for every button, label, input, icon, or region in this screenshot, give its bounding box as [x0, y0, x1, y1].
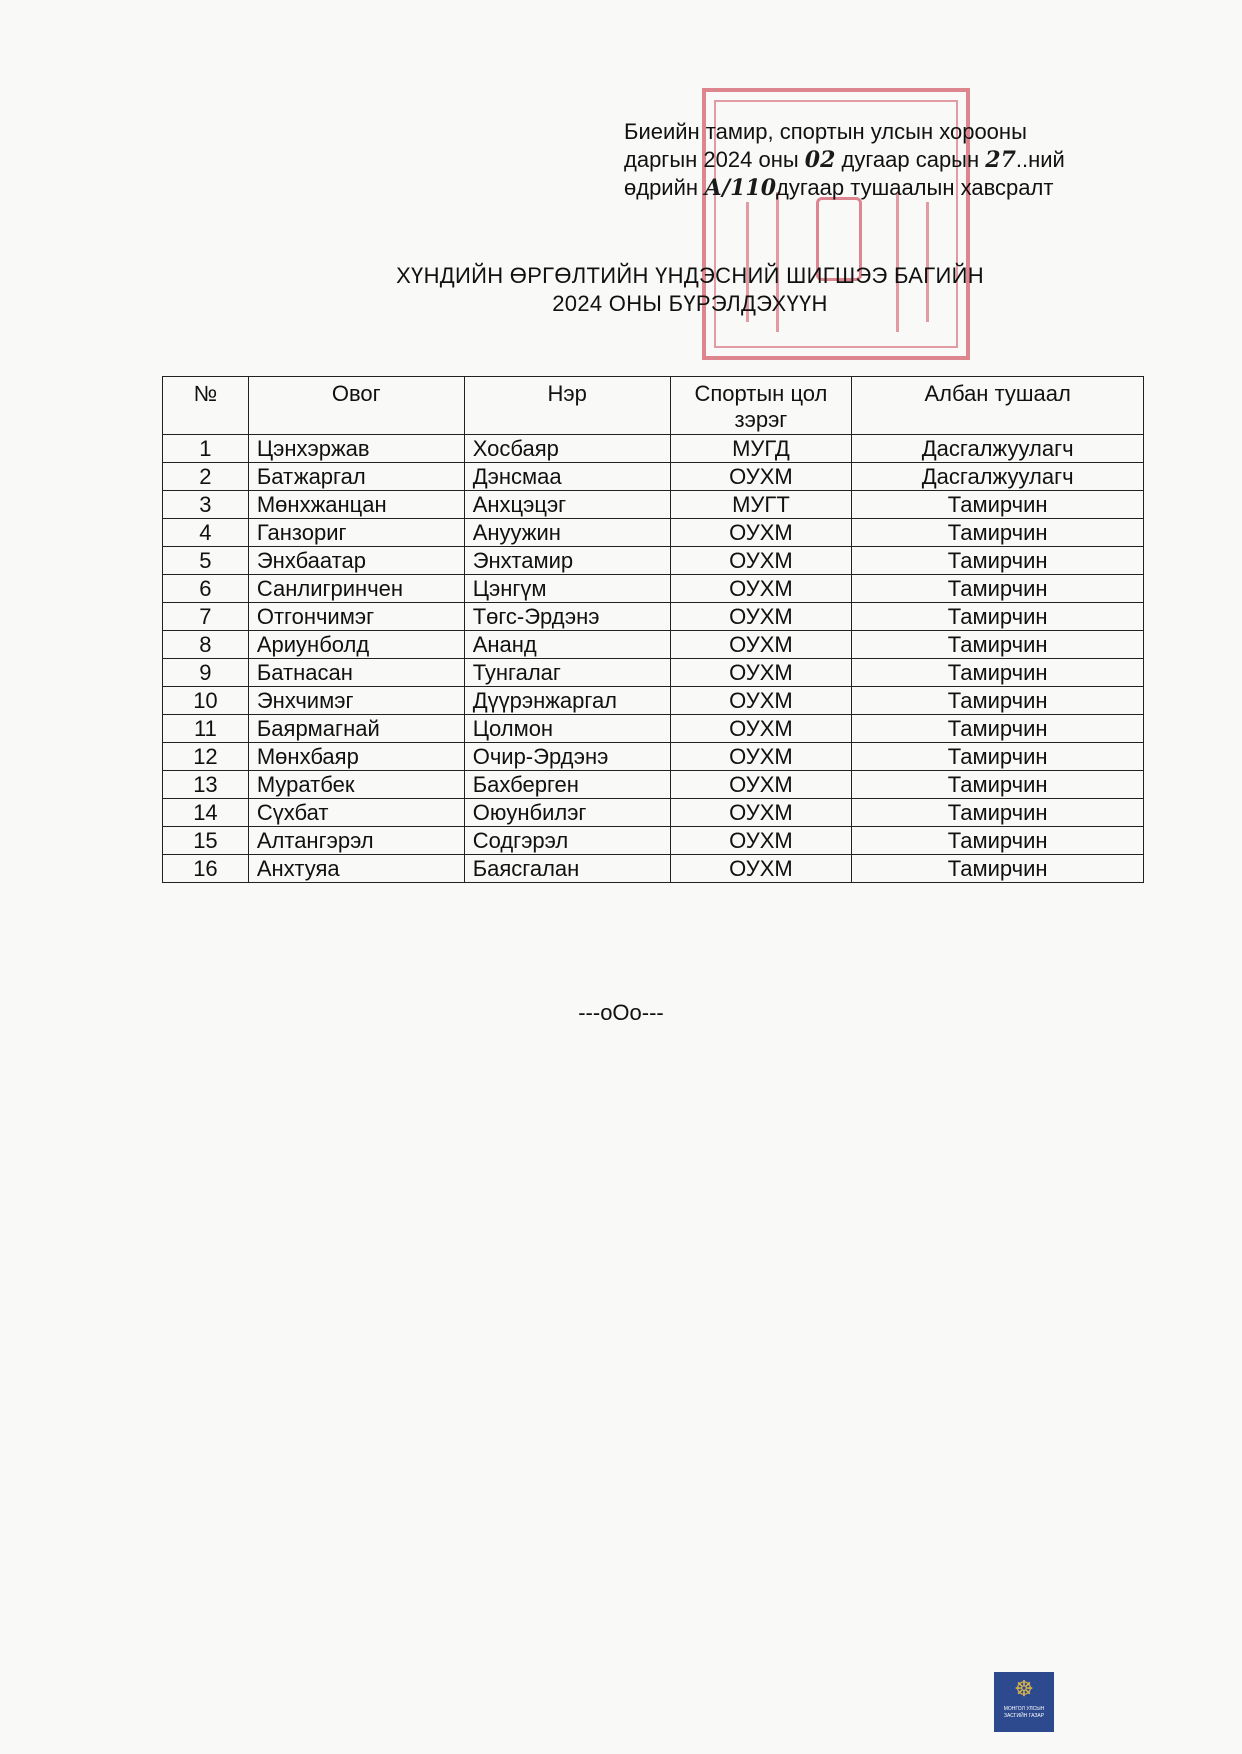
cell-sport-rank: ОУХМ [670, 547, 852, 575]
cell-number: 11 [163, 715, 249, 743]
cell-number: 2 [163, 463, 249, 491]
table-row [163, 519, 1144, 547]
cell-position: Тамирчин [852, 771, 1144, 799]
cell-number: 3 [163, 491, 249, 519]
table-row [163, 799, 1144, 827]
cell-position: Дасгалжуулагч [852, 463, 1144, 491]
cell-number: 4 [163, 519, 249, 547]
cell-position: Тамирчин [852, 575, 1144, 603]
cell-position: Тамирчин [852, 659, 1144, 687]
appendix-header [624, 118, 1094, 202]
header-text: даргын 2024 оны [624, 147, 805, 172]
header-name: Нэр [464, 377, 670, 435]
document-end-mark: ---оОо--- [578, 1000, 664, 1025]
title-line-2: 2024 ОНЫ БҮРЭЛДЭХҮҮН [552, 291, 828, 316]
cell-number: 6 [163, 575, 249, 603]
cell-name: Очир-Эрдэнэ [464, 743, 670, 771]
cell-number: 10 [163, 687, 249, 715]
cell-surname: Отгончимэг [248, 603, 464, 631]
cell-name: Ананд [464, 631, 670, 659]
cell-surname: Мөнхжанцан [248, 491, 464, 519]
table-row [163, 631, 1144, 659]
cell-name: Анхцэцэг [464, 491, 670, 519]
cell-sport-rank: ОУХМ [670, 687, 852, 715]
cell-sport-rank: ОУХМ [670, 519, 852, 547]
cell-sport-rank: ОУХМ [670, 603, 852, 631]
header-text: дугаар тушаалын хавсралт [776, 175, 1054, 200]
table-row [163, 771, 1144, 799]
cell-sport-rank: ОУХМ [670, 463, 852, 491]
soyombo-emblem-icon: ☸ [1014, 1676, 1034, 1701]
cell-position: Тамирчин [852, 799, 1144, 827]
cell-number: 8 [163, 631, 249, 659]
cell-name: Дүүрэнжаргал [464, 687, 670, 715]
table-row [163, 463, 1144, 491]
team-roster-table [162, 376, 1144, 883]
header-text: өдрийн [624, 175, 705, 200]
cell-position: Дасгалжуулагч [852, 435, 1144, 463]
cell-position: Тамирчин [852, 547, 1144, 575]
header-position: Албан тушаал [852, 377, 1144, 435]
cell-number: 13 [163, 771, 249, 799]
cell-surname: Сүхбат [248, 799, 464, 827]
cell-surname: Алтангэрэл [248, 827, 464, 855]
cell-position: Тамирчин [852, 827, 1144, 855]
handwritten-month: 02 [804, 147, 836, 173]
table-row [163, 575, 1144, 603]
cell-surname: Мөнхбаяр [248, 743, 464, 771]
cell-name: Тунгалаг [464, 659, 670, 687]
cell-sport-rank: ОУХМ [670, 827, 852, 855]
cell-position: Тамирчин [852, 743, 1144, 771]
cell-sport-rank: ОУХМ [670, 575, 852, 603]
handwritten-day: 27 [985, 147, 1016, 173]
cell-number: 7 [163, 603, 249, 631]
cell-surname: Баярмагнай [248, 715, 464, 743]
cell-name: Содгэрэл [464, 827, 670, 855]
cell-name: Дэнсмаа [464, 463, 670, 491]
cell-position: Тамирчин [852, 631, 1144, 659]
cell-surname: Цэнхэржав [248, 435, 464, 463]
cell-name: Баясгалан [464, 855, 670, 883]
cell-surname: Анхтуяа [248, 855, 464, 883]
header-sport-rank: Спортын цол зэрэг [670, 377, 852, 435]
header-line-1: Биеийн тамир, спортын улсын хорооны [624, 119, 1027, 144]
logo-text-line-1: МОНГОЛ УЛСЫН [1003, 1706, 1045, 1712]
header-line-3 [624, 174, 1094, 202]
cell-name: Ануужин [464, 519, 670, 547]
cell-sport-rank: ОУХМ [670, 771, 852, 799]
cell-position: Тамирчин [852, 519, 1144, 547]
cell-sport-rank: МУГТ [670, 491, 852, 519]
cell-sport-rank: ОУХМ [670, 799, 852, 827]
table-row [163, 827, 1144, 855]
logo-text-line-2: ЗАСГИЙН ГАЗАР [1003, 1713, 1045, 1719]
cell-number: 14 [163, 799, 249, 827]
cell-number: 9 [163, 659, 249, 687]
table-row [163, 659, 1144, 687]
cell-position: Тамирчин [852, 715, 1144, 743]
header-surname: Овог [248, 377, 464, 435]
cell-sport-rank: ОУХМ [670, 855, 852, 883]
handwritten-order-number: А/110 [704, 175, 777, 201]
cell-sport-rank: ОУХМ [670, 659, 852, 687]
cell-name: Цолмон [464, 715, 670, 743]
header-line-2 [624, 146, 1094, 174]
cell-number: 5 [163, 547, 249, 575]
cell-surname: Энхчимэг [248, 687, 464, 715]
cell-name: Цэнгүм [464, 575, 670, 603]
table-header-row [163, 377, 1144, 435]
cell-sport-rank: ОУХМ [670, 743, 852, 771]
header-text: дугаар сарын [835, 147, 986, 172]
cell-number: 1 [163, 435, 249, 463]
cell-position: Тамирчин [852, 855, 1144, 883]
cell-name: Бахберген [464, 771, 670, 799]
table-row [163, 547, 1144, 575]
header-number: № [163, 377, 249, 435]
table-row [163, 715, 1144, 743]
header-text: ..ний [1015, 147, 1065, 172]
cell-number: 16 [163, 855, 249, 883]
cell-sport-rank: ОУХМ [670, 715, 852, 743]
table-row [163, 743, 1144, 771]
cell-name: Энхтамир [464, 547, 670, 575]
document-title [240, 262, 1140, 318]
cell-sport-rank: МУГД [670, 435, 852, 463]
cell-surname: Муратбек [248, 771, 464, 799]
cell-surname: Санлигринчен [248, 575, 464, 603]
cell-position: Тамирчин [852, 687, 1144, 715]
cell-surname: Ариунболд [248, 631, 464, 659]
table-row [163, 435, 1144, 463]
cell-surname: Ганзориг [248, 519, 464, 547]
cell-position: Тамирчин [852, 603, 1144, 631]
cell-surname: Батнасан [248, 659, 464, 687]
table-row [163, 603, 1144, 631]
cell-surname: Энхбаатар [248, 547, 464, 575]
government-logo [994, 1672, 1054, 1732]
table-body [163, 435, 1144, 883]
table-row [163, 855, 1144, 883]
table-row [163, 687, 1144, 715]
cell-sport-rank: ОУХМ [670, 631, 852, 659]
cell-number: 15 [163, 827, 249, 855]
cell-surname: Батжаргал [248, 463, 464, 491]
cell-number: 12 [163, 743, 249, 771]
title-line-1: ХҮНДИЙН ӨРГӨЛТИЙН ҮНДЭСНИЙ ШИГШЭЭ БАГИЙН [396, 263, 984, 288]
cell-name: Оюунбилэг [464, 799, 670, 827]
cell-name: Хосбаяр [464, 435, 670, 463]
cell-position: Тамирчин [852, 491, 1144, 519]
cell-name: Төгс-Эрдэнэ [464, 603, 670, 631]
table-row [163, 491, 1144, 519]
